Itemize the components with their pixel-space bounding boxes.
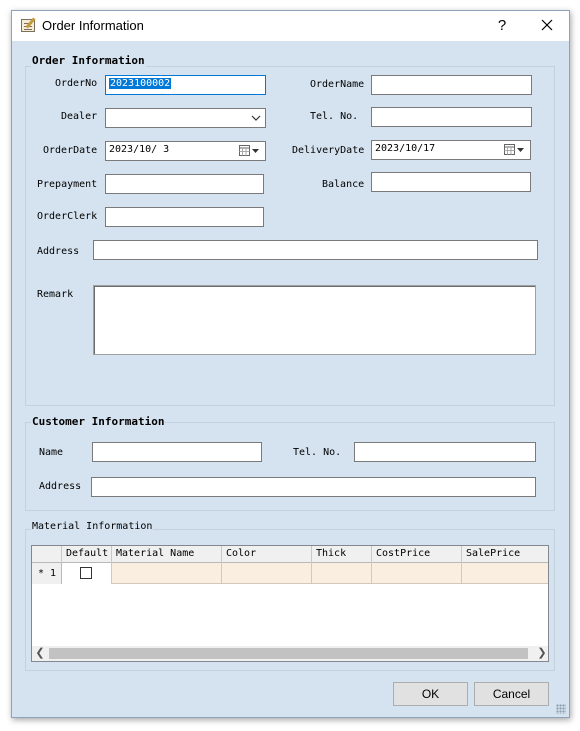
order-date-label: OrderDate — [43, 145, 98, 156]
delivery-date-picker[interactable] — [371, 140, 531, 160]
horizontal-scrollbar[interactable] — [32, 646, 549, 661]
remark-label: Remark — [37, 289, 74, 300]
column-header-thick[interactable]: Thick — [312, 546, 372, 563]
customer-name-label: Name — [39, 447, 64, 458]
cell-default[interactable] — [62, 563, 112, 584]
order-group-title: Order Information — [32, 54, 145, 67]
column-header-color[interactable]: Color — [222, 546, 312, 563]
order-no-value: 2023100002 — [110, 78, 171, 89]
balance-label: Balance — [322, 179, 365, 190]
scroll-right-icon[interactable]: ❯ — [537, 647, 547, 659]
chevron-down-icon[interactable] — [251, 115, 261, 121]
material-group-title: Material Information — [32, 521, 153, 532]
row-header[interactable]: * 1 — [32, 563, 62, 584]
order-name-input[interactable] — [371, 75, 532, 95]
column-header-sale-price[interactable]: SalePrice — [466, 548, 521, 559]
table-row[interactable] — [32, 563, 549, 584]
notepad-icon — [21, 19, 35, 32]
delivery-date-label: DeliveryDate — [292, 145, 365, 156]
order-date-value: 2023/10/ 3 — [109, 144, 170, 155]
scroll-left-icon[interactable]: ❮ — [35, 647, 45, 659]
corner-header — [32, 546, 62, 563]
order-address-label: Address — [37, 246, 80, 257]
order-no-input[interactable] — [105, 75, 266, 95]
calendar-dropdown-icon[interactable] — [239, 145, 261, 157]
customer-name-input[interactable] — [92, 442, 262, 462]
cell-cost-price[interactable] — [372, 563, 462, 584]
cell-color[interactable] — [222, 563, 312, 584]
cell-sale-price[interactable] — [462, 563, 549, 584]
calendar-dropdown-icon[interactable] — [504, 144, 526, 156]
column-header-material-name[interactable]: Material Name — [112, 546, 222, 563]
prepayment-input[interactable] — [105, 174, 264, 194]
order-tel-input[interactable] — [371, 107, 532, 127]
cancel-button[interactable]: Cancel — [474, 682, 549, 706]
help-button[interactable]: ? — [497, 17, 507, 34]
customer-information-group — [25, 422, 555, 511]
order-clerk-label: OrderClerk — [37, 211, 98, 222]
column-header-default[interactable]: Default — [62, 546, 112, 563]
cell-material-name[interactable] — [112, 563, 222, 584]
order-tel-label: Tel. No. — [310, 111, 359, 122]
customer-group-title: Customer Information — [32, 415, 165, 428]
prepayment-label: Prepayment — [37, 179, 98, 190]
cell-thick[interactable] — [312, 563, 372, 584]
delivery-date-value: 2023/10/17 — [375, 143, 436, 154]
order-address-input[interactable] — [93, 240, 538, 260]
resize-grip-icon[interactable] — [556, 704, 566, 714]
order-date-picker[interactable] — [105, 141, 266, 161]
grid-header — [32, 546, 549, 563]
customer-tel-label: Tel. No. — [293, 447, 342, 458]
title-bar[interactable] — [12, 11, 569, 41]
ok-button[interactable]: OK — [393, 682, 468, 706]
customer-address-label: Address — [39, 481, 82, 492]
order-clerk-input[interactable] — [105, 207, 264, 227]
window-title: Order Information — [42, 18, 144, 33]
remark-textarea[interactable] — [93, 285, 536, 355]
close-button[interactable] — [532, 15, 562, 37]
order-no-label: OrderNo — [55, 78, 98, 89]
order-name-label: OrderName — [310, 79, 365, 90]
default-checkbox[interactable] — [80, 567, 92, 579]
balance-input[interactable] — [371, 172, 531, 192]
order-information-dialog — [11, 10, 570, 718]
column-header-cost-price[interactable]: CostPrice — [372, 546, 462, 563]
customer-tel-input[interactable] — [354, 442, 536, 462]
material-grid[interactable] — [31, 545, 549, 662]
scrollbar-thumb[interactable] — [49, 648, 528, 659]
customer-address-input[interactable] — [91, 477, 536, 497]
dealer-label: Dealer — [61, 111, 98, 122]
close-icon — [541, 19, 553, 31]
dealer-combobox[interactable] — [105, 108, 266, 128]
